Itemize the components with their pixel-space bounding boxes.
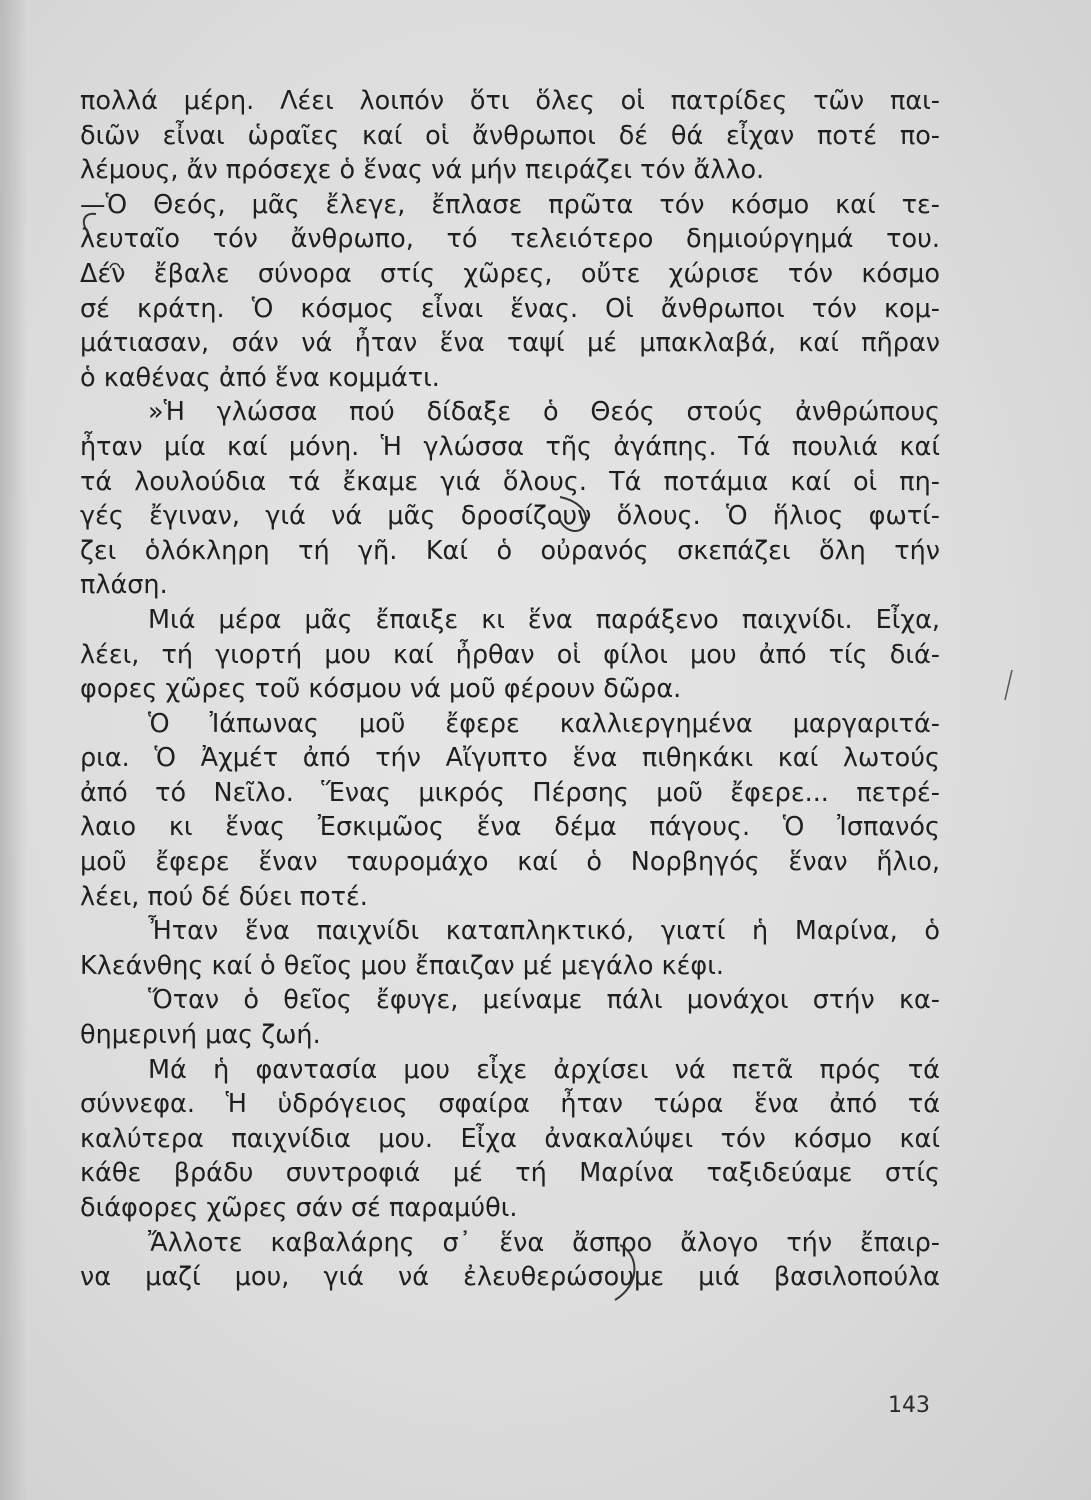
text-line: ἀπό τό Νεῖλο. Ἕνας μικρός Πέρσης μοῦ ἔφερε... πετρέ- [80, 777, 940, 808]
text-line: μοῦ ἔφερε ἕναν ταυρομάχο καί ὁ Νορβηγός ἕναν ἥλιο, [80, 847, 940, 878]
text-line: »Ἡ γλώσσα πού δίδαξε ὁ Θεός στούς ἀνθρώπους [148, 397, 940, 428]
text-line: κάθε βράδυ συντροφιά μέ τή Μαρίνα ταξιδεύαμε στίς [80, 1158, 940, 1189]
text-line: πλάση. [80, 570, 168, 601]
text-line: σέ κράτη. Ὁ κόσμος εἶναι ἕνας. Οἱ ἄνθρωποι τόν κομ- [80, 293, 940, 324]
text-line: Μά ἡ φαντασία μου εἶχε ἀρχίσει νά πετᾶ πρός τά [148, 1054, 940, 1085]
text-line: σύννεφα. Ἡ ὑδρόγειος σφαίρα ἦταν τώρα ἕνα ἀπό τά [80, 1089, 940, 1120]
text-line: γές ἔγιναν, γιά νά μᾶς δροσίζουν ὅλους. Ὁ ἥλιος φωτί- [80, 501, 940, 532]
text-line: Δέν ἔβαλε σύνορα στίς χῶρες, οὔτε χώρισε τόν κόσμο [80, 258, 940, 289]
text-line: λέει, τή γιορτή μου καί ἦρθαν οἱ φίλοι μου ἀπό τίς διά- [80, 639, 940, 670]
pen-margin-tick [1005, 670, 1012, 700]
text-line: —Ὁ Θεός, μᾶς ἔλεγε, ἔπλασε πρῶτα τόν κόσμο καί τε- [80, 189, 940, 220]
text-line: Ἄλλοτε καβαλάρης σ᾿ ἕνα ἄσπρο ἄλογο τήν ἔπαιρ- [148, 1227, 940, 1258]
spine-shadow [0, 0, 28, 1500]
text-line: μάτιασαν, σάν νά ἦταν ἕνα ταψί μέ μπακλαβά, καί πῆραν [80, 328, 940, 359]
text-line: να μαζί μου, γιά νά ἐλευθερώσουμε μιά βασιλοπούλα [80, 1262, 940, 1293]
text-line: λέμους, ἄν πρόσεχε ὁ ἕνας νά μήν πειράζει τόν ἄλλο. [80, 155, 765, 186]
text-line: λέει, πού δέ δύει ποτέ. [80, 881, 368, 912]
text-line: Ὅταν ὁ θεῖος ἔφυγε, μείναμε πάλι μονάχοι στήν κα- [148, 985, 940, 1016]
text-line: Κλεάνθης καί ὁ θεῖος μου ἔπαιζαν μέ μεγάλο κέφι. [80, 950, 724, 981]
text-line: πολλά μέρη. Λέει λοιπόν ὅτι ὅλες οἱ πατρίδες τῶν παι- [80, 86, 940, 116]
text-line: ἦταν μία καί μόνη. Ἡ γλώσσα τῆς ἀγάπης. Τά πουλιά καί [80, 431, 940, 462]
text-line: Μιά μέρα μᾶς ἔπαιξε κι ἕνα παράξενο παιχνίδι. Εἶχα, [148, 604, 940, 635]
text-line: ὁ καθένας ἀπό ἕνα κομμάτι. [80, 362, 440, 393]
text-line: ζει ὁλόκληρη τή γῆ. Καί ὁ οὐρανός σκεπάζει ὅλη τήν [80, 535, 940, 566]
body-text [80, 84, 940, 1295]
text-line: τά λουλούδια τά ἔκαμε γιά ὅλους. Τά ποτάμια καί οἱ πη- [80, 466, 940, 497]
text-line: ρια. Ὁ Ἀχμέτ ἀπό τήν Αἴγυπτο ἕνα πιθηκάκι καί λωτούς [80, 743, 940, 774]
text-line: θημερινή μας ζωή. [80, 1020, 321, 1051]
text-line: διάφορες χῶρες σάν σέ παραμύθι. [80, 1193, 518, 1223]
text-line: φορες χῶρες τοῦ κόσμου νά μοῦ φέρουν δῶρα. [80, 674, 682, 705]
text-line: λευταῖο τόν ἄνθρωπο, τό τελειότερο δημιούργημά του. [80, 224, 940, 255]
page-number: 143 [888, 1393, 930, 1418]
text-line: καλύτερα παιχνίδια μου. Εἶχα ἀνακαλύψει τόν κόσμο καί [80, 1123, 940, 1154]
text-line: διῶν εἶναι ὡραῖες καί οἱ ἄνθρωποι δέ θά εἶχαν ποτέ πο- [80, 120, 940, 151]
text-line: Ὁ Ἰάπωνας μοῦ ἔφερε καλλιεργημένα μαργαριτά- [148, 708, 940, 739]
text-line: Ἦταν ἕνα παιχνίδι καταπληκτικό, γιατί ἡ Μαρίνα, ὁ [148, 916, 940, 947]
text-line: λαιο κι ἕνας Ἐσκιμῶος ἕνα δέμα πάγους. Ὁ Ἰσπανός [80, 812, 940, 843]
